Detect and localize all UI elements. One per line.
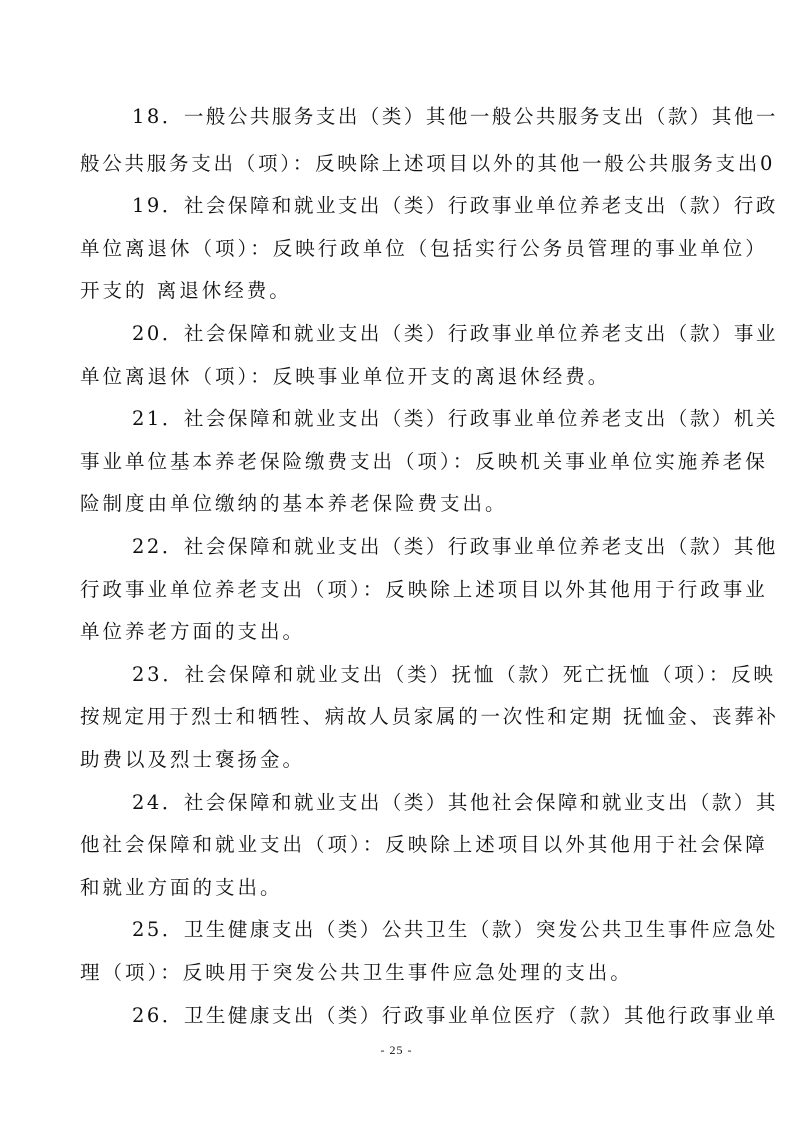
paragraph-23-line-2: 按规定用于烈士和牺牲、病故人员家属的一次性和定期 抚恤金、丧葬补 [80, 705, 779, 728]
paragraph-24-line-2: 他社会保障和就业支出（项）：反映除上述项目以外其他用于社会保障 [80, 833, 768, 856]
paragraph-26-line-1: 26．卫生健康支出（类）行政事业单位医疗（款）其他行政事业单 [132, 1004, 778, 1027]
paragraph-24-line-3: 和就业方面的支出。 [80, 876, 283, 899]
paragraph-22-line-1: 22．社会保障和就业支出（类）行政事业单位养老支出（款）其他 [132, 535, 778, 558]
paragraph-18-line-1: 18．一般公共服务支出（类）其他一般公共服务支出（款）其他一 [132, 105, 778, 128]
paragraph-22-line-3: 单位养老方面的支出。 [80, 620, 306, 643]
paragraph-25-line-2: 理（项）：反映用于突发公共卫生事件应急处理的支出。 [80, 961, 633, 984]
paragraph-20-line-2: 单位离退休（项）：反映事业单位开支的离退休经费。 [80, 365, 611, 388]
paragraph-21-line-3: 险制度由单位缴纳的基本养老保险费支出。 [80, 492, 508, 515]
paragraph-19-line-1: 19．社会保障和就业支出（类）行政事业单位养老支出（款）行政 [132, 194, 778, 217]
paragraph-22-line-2: 行政事业单位养老支出（项）：反映除上述项目以外其他用于行政事业 [80, 578, 768, 601]
paragraph-21-line-2: 事业单位基本养老保险缴费支出（项）：反映机关事业单位实施养老保 [80, 450, 768, 473]
paragraph-20-line-1: 20．社会保障和就业支出（类）行政事业单位养老支出（款）事业 [132, 322, 778, 345]
paragraph-19-line-3: 开支的 离退休经费。 [80, 279, 292, 302]
page-number: - 25 - [380, 1043, 413, 1057]
paragraph-25-line-1: 25．卫生健康支出（类）公共卫生（款）突发公共卫生事件应急处 [132, 918, 778, 941]
paragraph-19-line-2: 单位离退休（项）：反映行政单位（包括实行公务员管理的事业单位） [80, 237, 768, 260]
paragraph-23-line-3: 助费以及烈士褒扬金。 [80, 748, 306, 771]
paragraph-23-line-1: 23．社会保障和就业支出（类）抚恤（款）死亡抚恤（项）：反映 [132, 663, 776, 686]
paragraph-21-line-1: 21．社会保障和就业支出（类）行政事业单位养老支出（款）机关 [132, 407, 778, 430]
paragraph-24-line-1: 24．社会保障和就业支出（类）其他社会保障和就业支出（款）其 [132, 791, 778, 814]
paragraph-18-line-2: 般公共服务支出（项）：反映除上述项目以外的其他一般公共服务支出0 [80, 152, 776, 175]
